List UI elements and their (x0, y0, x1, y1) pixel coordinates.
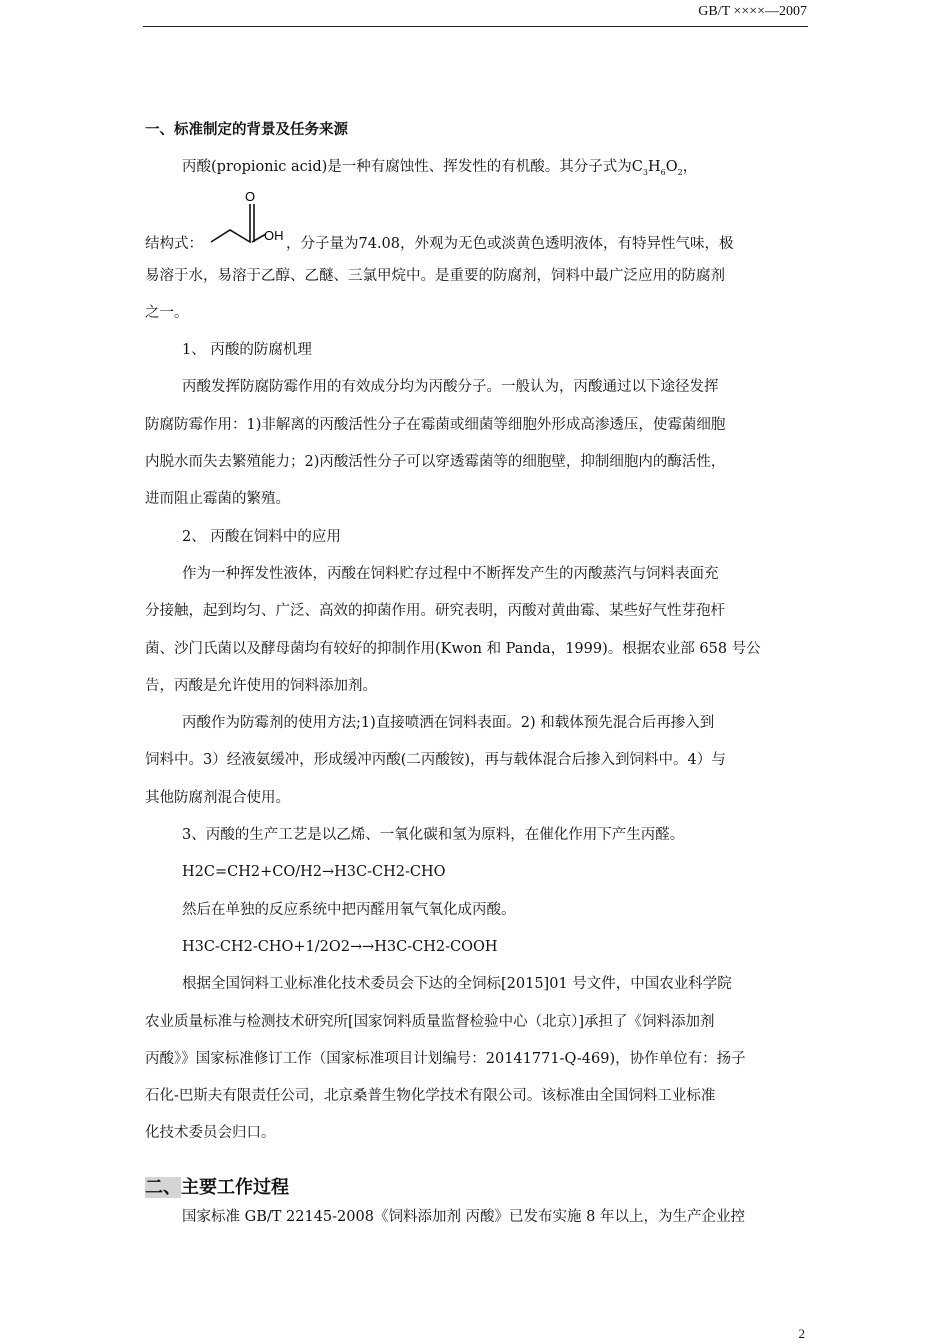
structure-line (145, 187, 810, 258)
paragraph-line: 进而阻止霉菌的繁殖。 (145, 491, 290, 508)
molecular-formula: $C_3H_6O_2$， (631, 159, 698, 178)
equation-1: H2C=CH2+CO/H2→H3C-CH2-CHO (182, 864, 446, 881)
page-number: 2 (798, 1326, 805, 1341)
paragraph-line: 分接触，起到均匀、广泛、高效的抑菌作用。研究表明，丙酸对黄曲霉、某些好气性芽孢杆 (145, 603, 725, 620)
subsection1-title: 1、 丙酸的防腐机理 (182, 342, 312, 359)
intro-line-1 (145, 149, 810, 186)
section2-title (145, 1173, 289, 1199)
intro-text: 丙酸(propionic acid)是一种有腐蚀性、挥发性的有机酸。其分子式为 (182, 159, 632, 176)
intro-line-4: 之一。 (145, 304, 189, 321)
document-body (145, 112, 810, 1153)
structure-description: ，分子量为74.08，外观为无色或淡黄色透明液体，有特异性气味，极 (286, 235, 734, 252)
structure-label: 结构式： (145, 235, 203, 252)
paragraph-line: 告，丙酸是允许使用的饲料添加剂。 (145, 677, 377, 694)
paragraph-line: 其他防腐剂混合使用。 (145, 789, 290, 806)
paragraph-line: 饲料中。3）经液氨缓冲，形成缓冲丙酸(二丙酸铵)，再与载体混合后掺入到饲料中。4）与 (145, 752, 726, 769)
paragraph-line: 内脱水而失去繁殖能力；2)丙酸活性分子可以穿透霉菌等的细胞壁，抑制细胞内的酶活性， (145, 454, 726, 471)
hydroxyl-label: OH (264, 227, 284, 243)
equation-2: H3C-CH2-CHO+1/2O2→→H3C-CH2-COOH (182, 938, 498, 955)
paragraph-line: 菌、沙门氏菌以及酵母菌均有较好的抑制作用(Kwon 和 Panda，1999)。根据农业部 658 号公 (145, 640, 761, 657)
paragraph-line: 丙酸作为防霉剂的使用方法;1)直接喷洒在饲料表面。2) 和载体预先混合后再掺入到 (182, 715, 715, 732)
section2-text: 主要工作过程 (181, 1177, 289, 1198)
paragraph-line: 丙酸》》国家标准修订工作（国家标准项目计划编号：20141771-Q-469)，协作单位有：扬子 (145, 1050, 746, 1067)
section2-number: 二、 (145, 1177, 181, 1198)
oxygen-label: O (245, 189, 256, 204)
subsection2-title: 2、 丙酸在饲料中的应用 (182, 528, 341, 545)
intro-line-3: 易溶于水，易溶于乙醇、乙醚、三氯甲烷中。是重要的防腐剂，饲料中最广泛应用的防腐剂 (145, 267, 725, 284)
paragraph-line: 防腐防霉作用：1)非解离的丙酸活性分子在霉菌或细菌等细胞外形成高渗透压，使霉菌细胞 (145, 416, 726, 433)
header-code: GB/T ××××—2007 (698, 4, 807, 19)
paragraph-line: 丙酸发挥防腐防霉作用的有效成分均为丙酸分子。一般认为，丙酸通过以下途径发挥 (182, 379, 719, 396)
paragraph-line: 作为一种挥发性液体，丙酸在饲料贮存过程中不断挥发产生的丙酸蒸汽与饲料表面充 (182, 565, 719, 582)
paragraph-line: 石化-巴斯夫有限责任公司，北京桑普生物化学技术有限公司。该标准由全国饲料工业标准 (145, 1088, 716, 1105)
paragraph-line: 农业质量标准与检测技术研究所[国家饲料质量监督检验中心（北京）]承担了《饲料添加剂 (145, 1013, 715, 1030)
header-rule (143, 26, 808, 27)
section1-title: 一、标准制定的背景及任务来源 (145, 122, 348, 138)
subsection3-line: 3、丙酸的生产工艺是以乙烯、一氧化碳和氢为原料，在催化作用下产生丙醛。 (182, 827, 685, 844)
oxidation-line: 然后在单独的反应系统中把丙醛用氧气氧化成丙酸。 (182, 901, 516, 918)
propionic-acid-structure-icon (208, 190, 290, 250)
section2-line: 国家标准 GB/T 22145-2008《饲料添加剂 丙酸》已发布实施 8 年以上，为生产企业控 (182, 1209, 745, 1225)
paragraph-line: 化技术委员会归口。 (145, 1125, 276, 1142)
paragraph-line: 根据全国饲料工业标准化技术委员会下达的全饲标[2015]01 号文件，中国农业科学院 (182, 976, 732, 993)
